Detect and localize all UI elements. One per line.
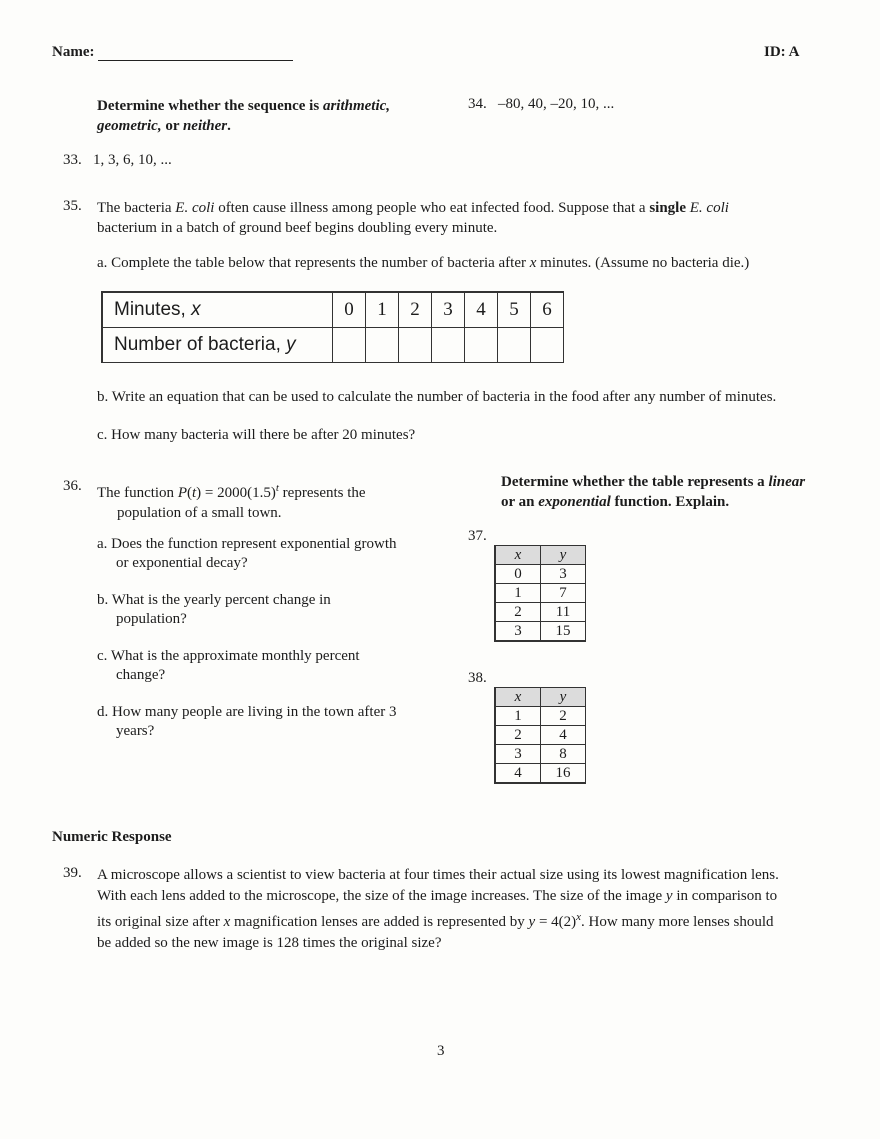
header-x: x: [495, 546, 541, 565]
question-36c: [97, 647, 360, 685]
q39-line3-end: . How many more lenses should: [581, 914, 774, 930]
bacteria-answer-cell[interactable]: [399, 328, 432, 363]
q36-func-rest: ) = 2000(1.5): [196, 485, 276, 501]
q35-text-line2: bacterium in a batch of ground beef begins doubling every minute.: [97, 220, 498, 236]
id-label: ID: A: [764, 44, 800, 60]
instruction-linear: linear: [768, 474, 806, 490]
q36b-line1: b. What is the yearly percent change in: [97, 592, 331, 608]
minutes-cell: 0: [333, 292, 366, 328]
instruction-explain: function. Explain.: [610, 494, 730, 510]
table-header-row: [495, 688, 586, 707]
question-38-number: 38.: [468, 670, 487, 686]
minutes-cell: 1: [366, 292, 399, 328]
q36-text: The function: [97, 485, 178, 501]
bacteria-answer-cell[interactable]: [366, 328, 399, 363]
instruction-exponential: exponential: [538, 494, 611, 510]
instruction-or: or: [161, 118, 183, 134]
question-36d: [97, 703, 397, 741]
cell-x: 1: [495, 584, 541, 603]
bacteria-answer-cell[interactable]: [432, 328, 465, 363]
cell-x: 1: [495, 707, 541, 726]
bacteria-table-row-count: [102, 328, 564, 363]
question-33: [63, 152, 172, 169]
question-number: 34.: [468, 96, 487, 112]
q36d-line2: years?: [116, 723, 155, 739]
q39-var-y: y: [665, 888, 673, 904]
q39-eq-exponent: x: [576, 911, 582, 923]
table-37: [494, 545, 586, 642]
q35-text: often cause illness among people who eat infected food. Suppose that a: [214, 200, 650, 216]
question-35b: b. Write an equation that can be used to calculate the number of bacteria in the food after any number of minutes.: [97, 389, 777, 405]
q35-text: The bacteria: [97, 200, 176, 216]
q35-ecoli: E. coli: [689, 200, 729, 216]
q36-text: represents the: [278, 485, 366, 501]
q36-func-t: t: [191, 485, 197, 501]
q35-ecoli: E. coli: [175, 200, 215, 216]
bacteria-answer-cell[interactable]: [465, 328, 498, 363]
header-y: y: [541, 546, 586, 565]
instruction-period: .: [227, 118, 231, 134]
q36d-line1: d. How many people are living in the town after 3: [97, 704, 397, 720]
cell-y: 3: [541, 565, 586, 584]
cell-y: 4: [541, 726, 586, 745]
q36b-line2: population?: [116, 611, 187, 627]
q35a-text: a. Complete the table below that represents the number of bacteria after: [97, 255, 530, 271]
header-x: x: [495, 688, 541, 707]
q36a-line2: or exponential decay?: [116, 555, 248, 571]
bacteria-label: Number of bacteria,: [114, 334, 287, 355]
question-36-stem: [97, 478, 366, 523]
question-34: [468, 96, 614, 113]
q39-line2: With each lens added to the microscope, the size of the image increases. The size of the image: [97, 888, 666, 904]
table-header-row: [495, 546, 586, 565]
bacteria-table: [101, 291, 564, 363]
minutes-cell: 5: [498, 292, 531, 328]
instruction-table-text: Determine whether the table represents a: [501, 474, 769, 490]
instruction-geometric: geometric,: [97, 118, 162, 134]
cell-x: 0: [495, 565, 541, 584]
sequence-text: 1, 3, 6, 10, ...: [93, 152, 172, 168]
cell-y: 7: [541, 584, 586, 603]
q39-line3-mid: magnification lenses are added is represented by: [230, 914, 529, 930]
q39-var-x: x: [223, 914, 231, 930]
table-row: [495, 707, 586, 726]
section-heading-numeric-response: Numeric Response: [52, 829, 172, 845]
minutes-header: [102, 292, 333, 328]
minutes-var: x: [191, 299, 201, 320]
question-number: 33.: [63, 152, 82, 168]
question-39-number: 39.: [63, 865, 82, 881]
q36c-line2: change?: [116, 667, 166, 683]
cell-x: 2: [495, 603, 541, 622]
cell-y: 11: [541, 603, 586, 622]
q35a-text-end: minutes. (Assume no bacteria die.): [536, 255, 750, 271]
table-row: [495, 584, 586, 603]
header-y: y: [541, 688, 586, 707]
question-39-text: [97, 865, 779, 954]
minutes-cell: 6: [531, 292, 564, 328]
minutes-label: Minutes,: [114, 299, 192, 320]
table-row: [495, 603, 586, 622]
sequence-text: –80, 40, –20, 10, ...: [498, 96, 615, 112]
bacteria-header: [102, 328, 333, 363]
question-37-number: 37.: [468, 528, 487, 544]
table-row: [495, 764, 586, 784]
bacteria-var: y: [286, 334, 296, 355]
name-blank-line: [98, 46, 293, 61]
table-row: [495, 745, 586, 764]
cell-x: 4: [495, 764, 541, 784]
question-35c: c. How many bacteria will there be after 20 minutes?: [97, 427, 416, 443]
q39-line1: A microscope allows a scientist to view bacteria at four times their actual size using its lowest magnification lens.: [97, 867, 779, 883]
q39-eq-y: y: [528, 914, 536, 930]
table-row: [495, 565, 586, 584]
bacteria-answer-cell[interactable]: [333, 328, 366, 363]
q39-line3: its original size after: [97, 914, 224, 930]
q39-line2-end: in comparison to: [672, 888, 778, 904]
page-number: 3: [437, 1043, 445, 1059]
name-field: [52, 44, 293, 61]
instruction-sequence-text: Determine whether the sequence is: [97, 98, 323, 114]
q36-func-p: P: [177, 485, 187, 501]
table-row: [495, 726, 586, 745]
bacteria-answer-cell[interactable]: [531, 328, 564, 363]
table-38: [494, 687, 586, 784]
q36a-line1: a. Does the function represent exponential growth: [97, 536, 397, 552]
cell-x: 2: [495, 726, 541, 745]
question-35a: [97, 255, 749, 272]
minutes-cell: 2: [399, 292, 432, 328]
cell-y: 8: [541, 745, 586, 764]
question-36a: [97, 535, 397, 573]
q36-text-line2: population of a small town.: [117, 505, 282, 521]
q39-eq-body: = 4(2): [535, 914, 577, 930]
q35-single: single: [649, 200, 687, 216]
cell-x: 3: [495, 622, 541, 642]
q39-line4: be added so the new image is 128 times the original size?: [97, 935, 442, 951]
q35a-var: x: [529, 255, 537, 271]
question-35-number: 35.: [63, 198, 82, 214]
q36c-line1: c. What is the approximate monthly percent: [97, 648, 360, 664]
cell-x: 3: [495, 745, 541, 764]
cell-y: 15: [541, 622, 586, 642]
question-36b: [97, 591, 331, 629]
instruction-arithmetic: arithmetic,: [322, 98, 391, 114]
table-row: [495, 622, 586, 642]
question-36-number: 36.: [63, 478, 82, 494]
name-label: Name:: [52, 44, 95, 60]
instruction-neither: neither: [182, 118, 228, 134]
cell-y: 16: [541, 764, 586, 784]
bacteria-answer-cell[interactable]: [498, 328, 531, 363]
instruction-or-an: or an: [501, 494, 539, 510]
q36-exponent: t: [275, 482, 279, 494]
minutes-cell: 4: [465, 292, 498, 328]
bacteria-table-row-minutes: [102, 292, 564, 328]
cell-y: 2: [541, 707, 586, 726]
question-35-stem: [97, 198, 729, 238]
instruction-table: [501, 472, 805, 512]
minutes-cell: 3: [432, 292, 465, 328]
q36-func-paren: (: [186, 485, 192, 501]
instruction-sequence: [97, 96, 390, 136]
